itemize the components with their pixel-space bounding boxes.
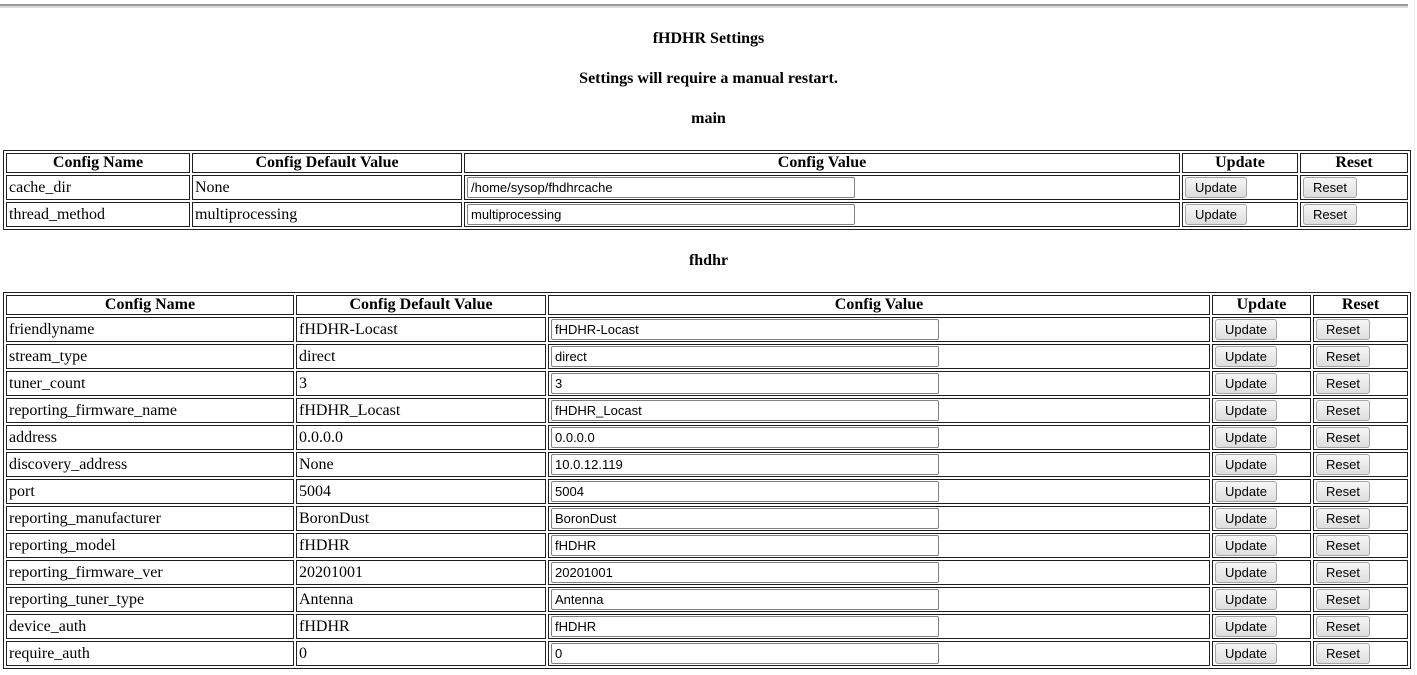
config-default-value-cell: 0 [296,641,546,666]
reset-cell [1313,641,1408,666]
config-default-value-cell: fHDHR [296,614,546,639]
reset-button[interactable]: Reset [1316,643,1370,664]
column-header-update: Update [1182,153,1298,173]
config-default-value-cell: fHDHR-Locast [296,317,546,342]
reset-cell [1313,317,1408,342]
update-button[interactable]: Update [1215,427,1277,448]
reset-cell [1313,452,1408,477]
column-header-config-name: Config Name [6,153,190,173]
config-value-cell [548,452,1210,477]
config-row [6,587,1408,612]
update-button[interactable]: Update [1215,346,1277,367]
config-row [6,371,1408,396]
reset-button[interactable]: Reset [1303,204,1357,225]
config-value-input[interactable] [551,400,939,421]
reset-button[interactable]: Reset [1316,589,1370,610]
update-button[interactable]: Update [1215,589,1277,610]
config-row [6,560,1408,585]
config-value-input[interactable] [551,562,939,583]
config-row [6,398,1408,423]
config-value-input[interactable] [467,204,855,225]
update-cell [1212,614,1311,639]
page-title: fHDHR Settings [652,30,765,47]
reset-cell [1313,614,1408,639]
config-name-cell: tuner_count [6,371,294,396]
table-header-row [6,295,1408,315]
config-value-cell [548,371,1210,396]
config-value-cell [548,398,1210,423]
config-row [6,506,1408,531]
config-row [6,614,1408,639]
config-value-cell [548,641,1210,666]
config-name-cell: stream_type [6,344,294,369]
config-value-cell [548,425,1210,450]
config-name-cell: reporting_manufacturer [6,506,294,531]
config-value-cell [548,587,1210,612]
config-table [3,150,1411,230]
update-button[interactable]: Update [1215,535,1277,556]
config-name-cell: port [6,479,294,504]
update-cell [1212,641,1311,666]
reset-button[interactable]: Reset [1316,427,1370,448]
column-header-config-value: Config Value [464,153,1180,173]
config-row [6,317,1408,342]
update-button[interactable]: Update [1215,481,1277,502]
config-row [6,202,1408,227]
update-button[interactable]: Update [1215,508,1277,529]
update-button[interactable]: Update [1215,454,1277,475]
reset-cell [1313,398,1408,423]
config-row [6,452,1408,477]
update-button[interactable]: Update [1215,562,1277,583]
update-button[interactable]: Update [1215,643,1277,664]
section-title: main [691,110,726,127]
config-name-cell: discovery_address [6,452,294,477]
config-value-cell [548,506,1210,531]
update-cell [1182,202,1298,227]
config-default-value-cell: Antenna [296,587,546,612]
config-value-input[interactable] [551,319,939,340]
reset-button[interactable]: Reset [1316,481,1370,502]
config-value-cell [548,344,1210,369]
config-default-value-cell: fHDHR_Locast [296,398,546,423]
config-value-input[interactable] [551,373,939,394]
config-table [3,292,1411,669]
reset-button[interactable]: Reset [1316,373,1370,394]
reset-cell [1300,175,1408,200]
update-button[interactable]: Update [1215,373,1277,394]
reset-cell [1313,371,1408,396]
update-cell [1212,398,1311,423]
reset-button[interactable]: Reset [1316,616,1370,637]
config-sections [3,110,1414,669]
config-value-input[interactable] [551,346,939,367]
settings-content [3,8,1414,669]
config-name-cell: address [6,425,294,450]
update-cell [1212,317,1311,342]
update-cell [1212,452,1311,477]
config-default-value-cell: 3 [296,371,546,396]
config-name-cell: friendlyname [6,317,294,342]
column-header-config-value: Config Value [548,295,1210,315]
config-value-cell [548,560,1210,585]
column-header-config-name: Config Name [6,295,294,315]
config-name-cell: reporting_firmware_ver [6,560,294,585]
update-cell [1182,175,1298,200]
update-cell [1212,344,1311,369]
config-value-input[interactable] [551,508,939,529]
config-name-cell: thread_method [6,202,190,227]
update-cell [1212,425,1311,450]
config-value-cell [548,614,1210,639]
reset-cell [1313,344,1408,369]
config-default-value-cell: multiprocessing [192,202,462,227]
config-default-value-cell: direct [296,344,546,369]
reset-cell [1313,425,1408,450]
reset-button[interactable]: Reset [1316,346,1370,367]
reset-cell [1313,560,1408,585]
update-button[interactable]: Update [1185,204,1247,225]
config-value-cell [548,479,1210,504]
config-row [6,533,1408,558]
config-row [6,425,1408,450]
config-default-value-cell: BoronDust [296,506,546,531]
config-row [6,344,1408,369]
config-default-value-cell: 0.0.0.0 [296,425,546,450]
section-title: fhdhr [688,252,729,269]
reset-cell [1313,479,1408,504]
config-name-cell: require_auth [6,641,294,666]
column-header-update: Update [1212,295,1311,315]
update-cell [1212,479,1311,504]
column-header-reset: Reset [1313,295,1408,315]
config-default-value-cell: None [192,175,462,200]
config-value-input[interactable] [467,177,855,198]
config-value-input[interactable] [551,535,939,556]
config-name-cell: device_auth [6,614,294,639]
config-name-cell: reporting_firmware_name [6,398,294,423]
config-value-input[interactable] [551,427,939,448]
update-button[interactable]: Update [1215,616,1277,637]
reset-button[interactable]: Reset [1303,177,1357,198]
column-header-config-default-value: Config Default Value [192,153,462,173]
update-cell [1212,587,1311,612]
reset-button[interactable]: Reset [1316,562,1370,583]
reset-button[interactable]: Reset [1316,319,1370,340]
config-value-input[interactable] [551,454,939,475]
update-cell [1212,560,1311,585]
update-button[interactable]: Update [1185,177,1247,198]
config-name-cell: reporting_model [6,533,294,558]
column-header-reset: Reset [1300,153,1408,173]
config-value-input[interactable] [551,643,939,664]
config-value-input[interactable] [551,589,939,610]
config-default-value-cell: fHDHR [296,533,546,558]
restart-notice: Settings will require a manual restart. [579,70,838,87]
config-name-cell: reporting_tuner_type [6,587,294,612]
config-row [6,641,1408,666]
reset-button[interactable]: Reset [1316,400,1370,421]
update-button[interactable]: Update [1215,400,1277,421]
config-value-cell [548,317,1210,342]
config-value-cell [464,175,1180,200]
update-cell [1212,371,1311,396]
reset-cell [1313,587,1408,612]
reset-cell [1313,533,1408,558]
viewport-edge-line [1414,0,1415,675]
config-value-input[interactable] [551,616,939,637]
config-value-cell [464,202,1180,227]
config-default-value-cell: None [296,452,546,477]
config-value-cell [548,533,1210,558]
reset-button[interactable]: Reset [1316,508,1370,529]
config-default-value-cell: 5004 [296,479,546,504]
reset-cell [1313,506,1408,531]
config-row [6,479,1408,504]
config-default-value-cell: 20201001 [296,560,546,585]
config-row [6,175,1408,200]
column-header-config-default-value: Config Default Value [296,295,546,315]
reset-button[interactable]: Reset [1316,535,1370,556]
update-cell [1212,506,1311,531]
reset-button[interactable]: Reset [1316,454,1370,475]
config-name-cell: cache_dir [6,175,190,200]
table-header-row [6,153,1408,173]
config-value-input[interactable] [551,481,939,502]
update-button[interactable]: Update [1215,319,1277,340]
reset-cell [1300,202,1408,227]
update-cell [1212,533,1311,558]
